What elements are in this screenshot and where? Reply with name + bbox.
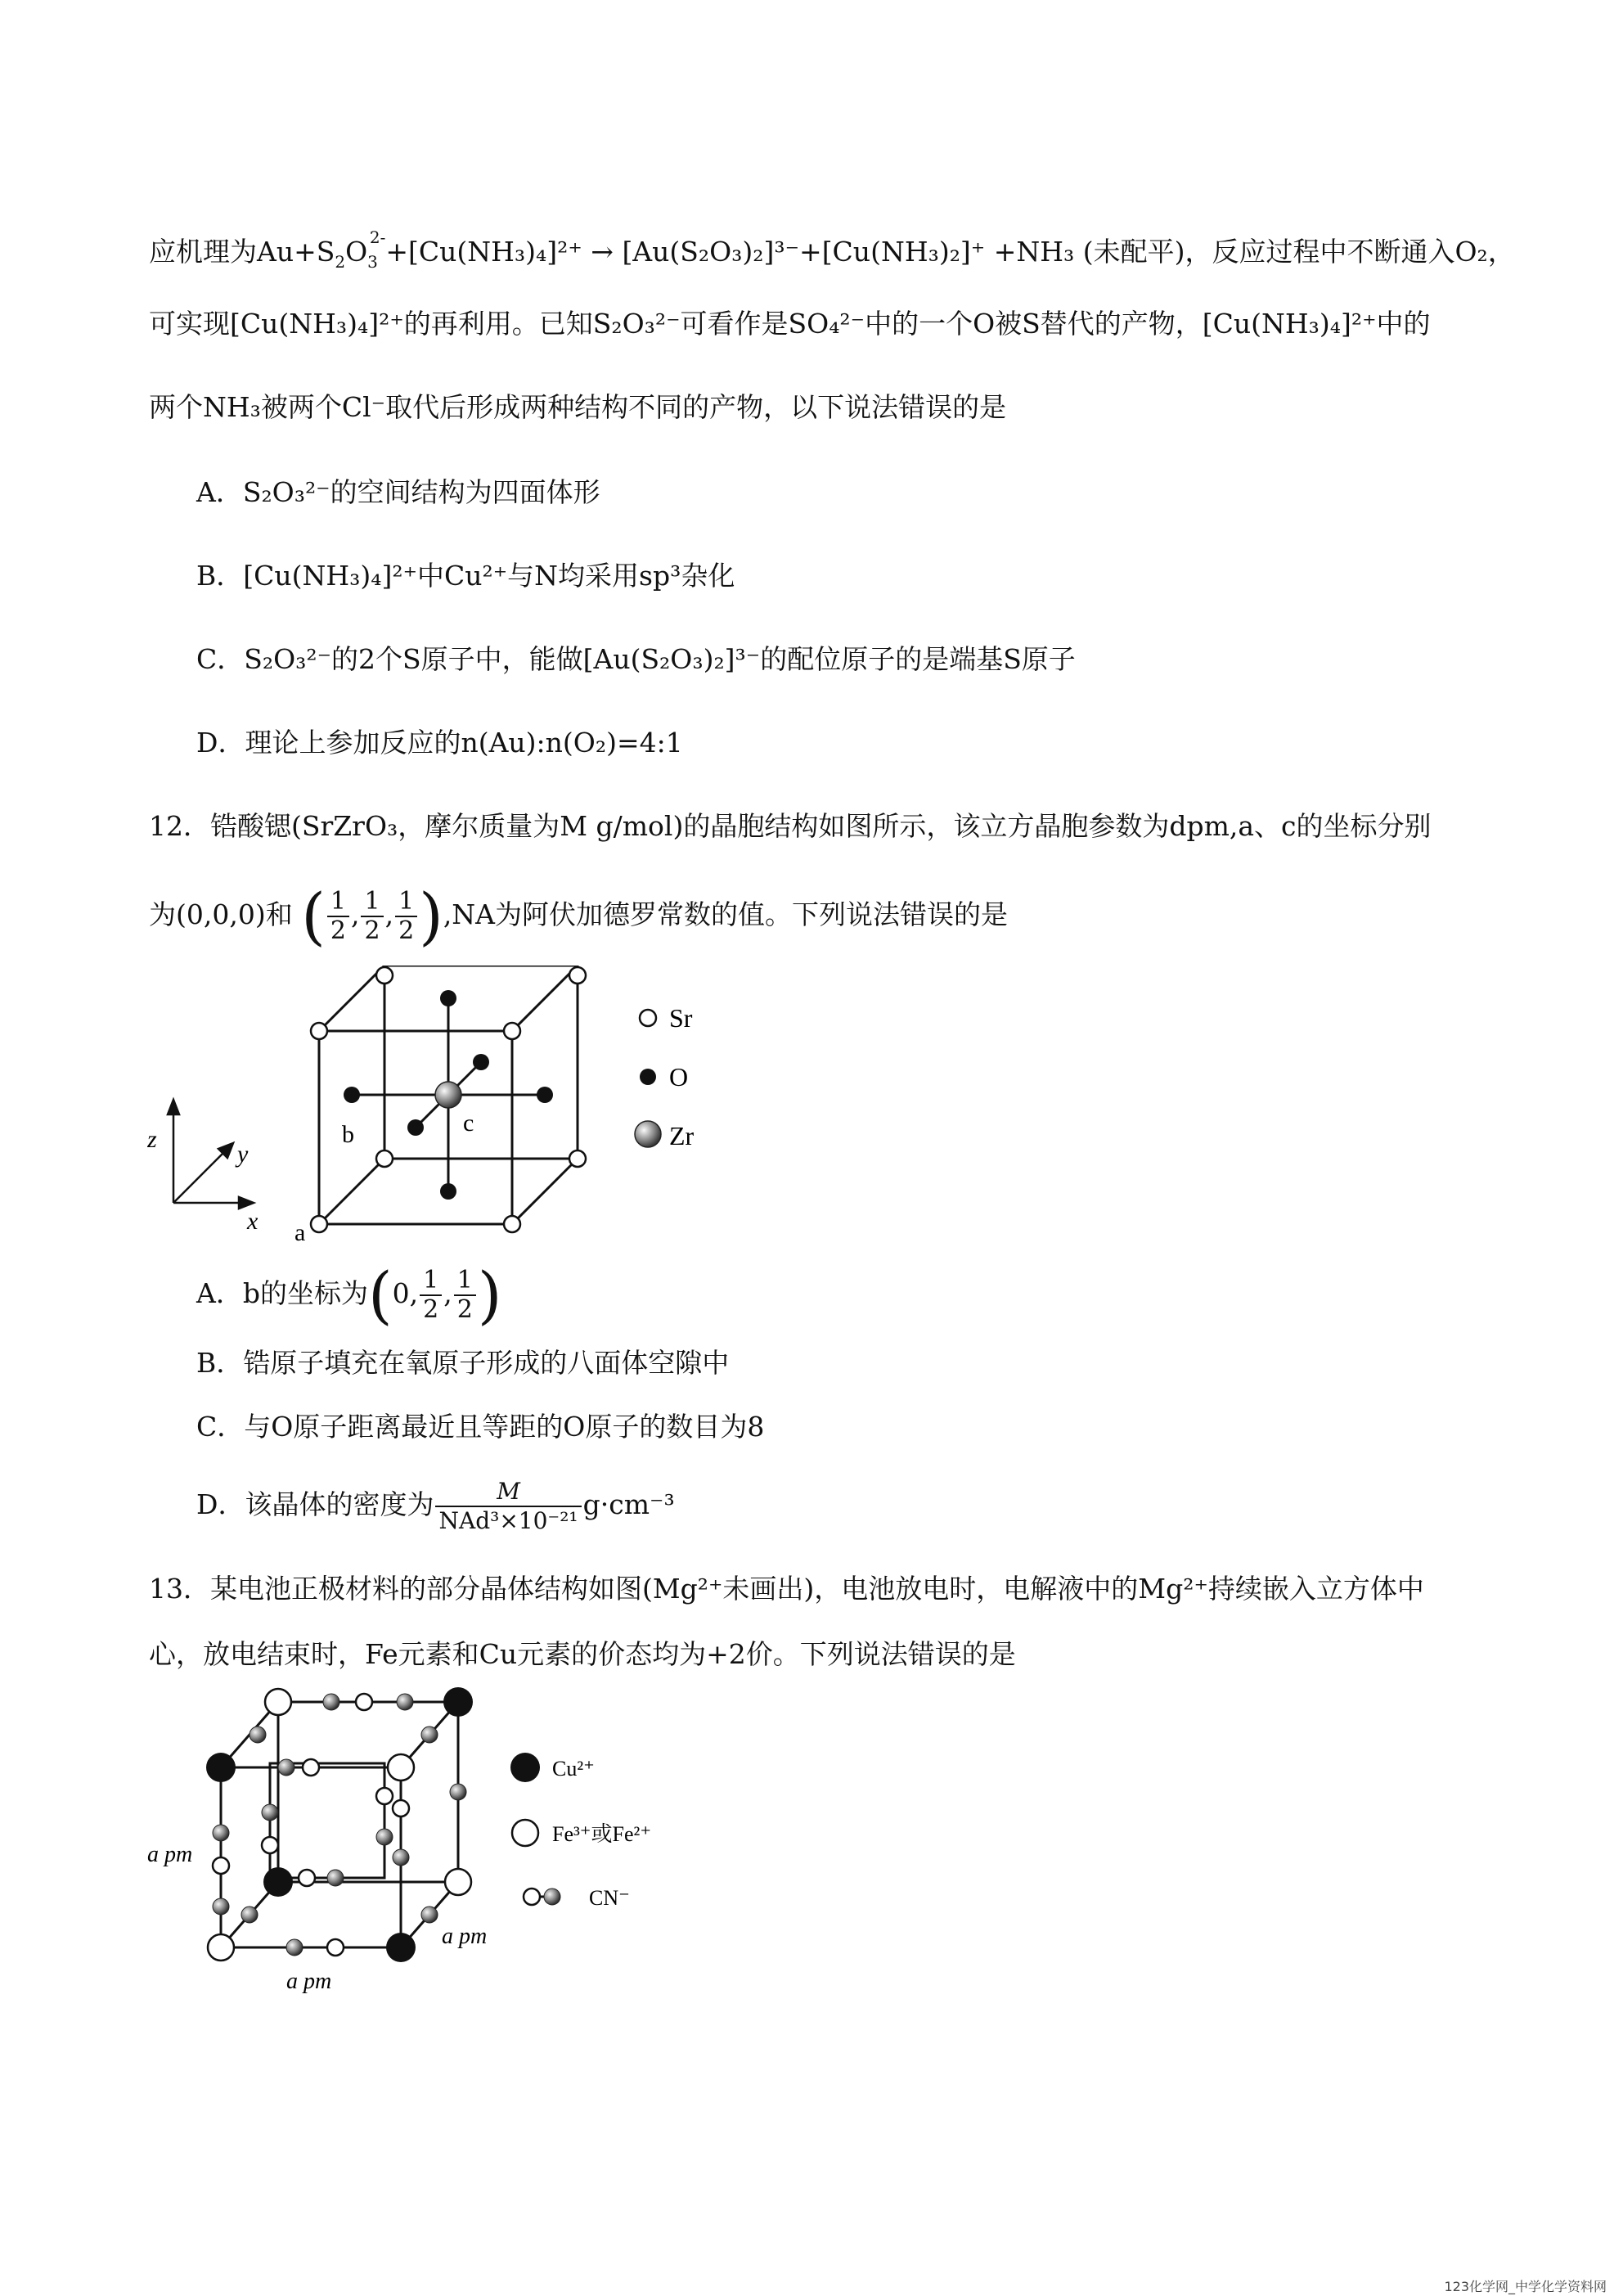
cn-ion [241,1907,258,1923]
fe-ion [262,1837,278,1853]
legend-zr-label: Zr [669,1121,695,1150]
cn-ion [262,1804,278,1821]
text-segment: 中的 [1376,308,1431,340]
paren-right: ) [419,880,443,952]
product-complex-2: [Cu(NH₃)₂]⁺ [821,236,986,268]
text-segment: 可实现 [149,308,230,340]
fe-ion [303,1759,319,1776]
q11-option-d: D．理论上参加反应的n(Au):n(O₂)=4:1 [196,727,683,759]
fe-ion [388,1754,414,1781]
q11-line-1: 应机理为$Au+S_2O_3^{2-}+[Cu(NH_3)_4]^{2+} \to [Au(S_2O_3)_2]^{3-}+[Cu(NH_3)_2]^+ +NH_3$ (未配平)，反应过程中不断通入O₂， [149,227,1515,272]
text-segment: 为(0,0,0)和 [149,898,293,930]
cn-ion [450,1784,466,1800]
q12-option-d [196,1478,675,1535]
cube-edge [319,966,384,1031]
q13-line-1: 13．某电池正极材料的部分晶体结构如图(Mg²⁺未画出)，电池放电时，电解液中的Mg²⁺持续嵌入立方体中 [149,1573,1424,1605]
fe-ion [213,1857,229,1874]
cn-ion [397,1694,413,1710]
cu-ion [443,1687,473,1717]
q11-option-a: A．S₂O₃²⁻的空间结构为四面体形 [196,476,600,508]
q11-option-c: C．S₂O₃²⁻的2个S原子中，能做[Au(S₂O₃)₂]³⁻的配位原子的是端基S原子 [196,643,1076,675]
paren-left: ( [367,1258,393,1331]
o-atom [440,990,456,1006]
cn-ion [213,1898,229,1915]
reaction-prefix: 应机理为Au+S [149,236,335,268]
reactant-complex: [Cu(NH₃)₄]²⁺ [408,236,582,268]
cu-ion [206,1753,236,1782]
density-unit: g·cm⁻³ [582,1488,675,1520]
fe-ion [327,1939,344,1956]
legend-o-marker [640,1069,656,1085]
fraction: $\frac{1}{2}$ [361,888,383,945]
zr-atom [435,1082,461,1108]
cn-ion [323,1694,339,1710]
dim-bottom-label: a pm [286,1969,332,1994]
legend-zr-marker [635,1121,661,1147]
y-axis [173,1149,227,1203]
legend-o-label: O [669,1062,689,1092]
legend-cn-n [544,1889,560,1905]
sr-atom [569,967,586,984]
cn-ion [393,1849,409,1866]
o-atom [344,1087,360,1103]
cn-ion [278,1759,294,1776]
legend-cn-c [524,1889,540,1905]
legend-fe-label: Fe³⁺或Fe²⁺ [552,1822,652,1846]
cu-ion [386,1933,416,1962]
label-a: a [294,1219,306,1244]
text-segment: A．b的坐标为 [196,1277,368,1309]
cube-edge [319,1159,384,1224]
fraction: $\frac{1}{2}$ [327,888,349,945]
axis-label-x: x [247,1208,259,1235]
fe-ion [356,1694,372,1710]
cube-edge [512,1159,578,1224]
complex-cu-nh3-4: [Cu(NH₃)₄]²⁺ [230,308,404,340]
text-segment: ,NA为阿伏加德罗常数的值。下列说法错误的是 [443,898,1009,930]
cn-ion [376,1829,393,1845]
o-atom [473,1054,489,1070]
o-atom [537,1087,553,1103]
q11-line-3: 两个NH₃被两个Cl⁻取代后形成两种结构不同的产物，以下说法错误的是 [149,391,1007,423]
legend-cu-label: Cu²⁺ [552,1757,595,1781]
product-complex-1: [Au(S₂O₃)₂]³⁻ [622,236,800,268]
sr-atom [311,1023,327,1039]
fe-ion [393,1800,409,1817]
label-c: c [463,1110,474,1137]
text-segment: D．该晶体的密度为 [196,1488,434,1520]
dim-left-label: a pm [147,1842,193,1867]
axis-label-y: y [237,1141,249,1168]
density-fraction: $\frac{M}{\text{NAd³×10⁻²¹}}$ [435,1478,581,1535]
sr-atom [504,1023,520,1039]
page-footer: 123化学网_中学化学资料网 [1444,2279,1607,2294]
q12-line-2: 为(0,0,0)和 ( $\frac{1}{2}$ , $\frac{1}{2}$ , $\frac{1}{2}$ ),NA为阿伏加德罗常数的值。下列说法错误的是 [149,880,1009,952]
o-atom [407,1119,424,1136]
battery-crystal-figure [139,1686,712,2013]
text-segment: 的再利用。已知S₂O₃²⁻可看作是SO₄²⁻中的一个O被S替代的产物， [403,308,1203,340]
q12-line-1: 12．锆酸锶(SrZrO₃，摩尔质量为M g/mol)的晶胞结构如图所示，该立方晶胞参数为dpm,a、c的坐标分别 [149,810,1432,842]
label-b: b [342,1121,354,1148]
cn-ion [250,1727,266,1743]
cn-ion [421,1727,438,1743]
sr-atom [376,1150,393,1167]
reaction-suffix: +NH₃ (未配平)，反应过程中不断通入O₂， [993,236,1515,268]
sr-atom [569,1150,586,1167]
cn-ion [286,1939,303,1956]
z-axis-arrow [168,1100,179,1114]
sr-atom [311,1216,327,1232]
legend-fe-marker [512,1820,538,1846]
legend-sr-marker [640,1010,656,1026]
q12-option-c: C．与O原子距离最近且等距的O原子的数目为8 [196,1411,765,1443]
o-atom [440,1183,456,1200]
fe-ion [208,1934,234,1961]
fraction: $\frac{1}{2}$ [454,1267,476,1324]
q11-line-2 [149,304,1431,344]
q13-line-2: 心，放电结束时，Fe元素和Cu元素的价态均为+2价。下列说法错误的是 [149,1638,1016,1670]
sr-atom [504,1216,520,1232]
paren-left: ( [301,880,326,952]
sr-atom [376,967,393,984]
paren-right: ) [477,1258,502,1331]
q12-option-b: B．锆原子填充在氧原子形成的八面体空隙中 [196,1347,730,1379]
legend-cu-marker [510,1753,540,1782]
fe-ion [445,1869,471,1895]
legend-cn-label: CN⁻ [589,1886,630,1910]
fe-ion [265,1689,291,1715]
legend-sr-label: Sr [669,1003,693,1033]
cn-ion [327,1870,344,1886]
q11-option-b: B．[Cu(NH₃)₄]²⁺中Cu²⁺与N均采用sp³杂化 [196,560,735,592]
x-axis-arrow [239,1197,254,1209]
cn-ion [213,1825,229,1841]
fraction: $\frac{1}{2}$ [395,888,417,945]
reaction-arrow: → [591,236,614,268]
fe-ion [376,1788,393,1804]
q12-option-a: A．b的坐标为(0, $\frac{1}{2}$ , $\frac{1}{2}$ ) [196,1258,502,1331]
complex-cu-nh3-4: [Cu(NH₃)₄]²⁺ [1202,308,1377,340]
cn-ion [421,1907,438,1923]
fe-ion [299,1870,315,1886]
cube-edge [512,966,578,1031]
dim-right-label: a pm [442,1924,488,1949]
inner-cube-face [270,1763,384,1878]
fraction: $\frac{1}{2}$ [420,1267,442,1324]
srzro3-unit-cell-figure [147,966,736,1244]
axis-label-z: z [147,1126,157,1153]
cu-ion [263,1867,293,1897]
